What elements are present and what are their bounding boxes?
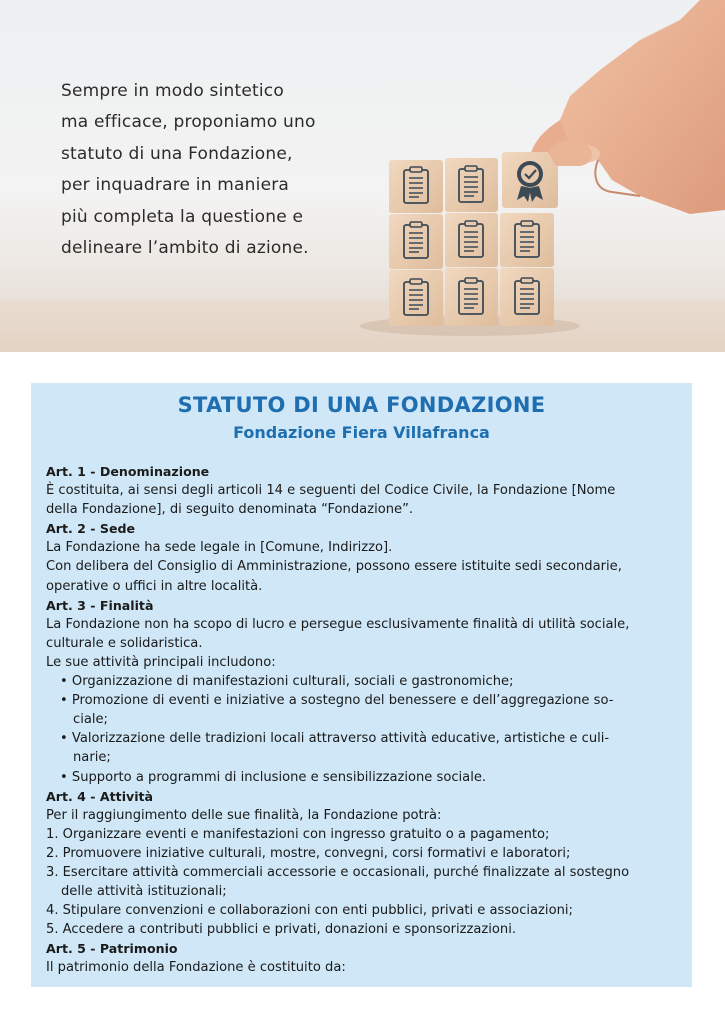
cube: [502, 152, 558, 208]
hero-line: Sempre in modo sintetico: [61, 81, 284, 101]
article-text: Il patrimonio della Fondazione è costituito da:: [46, 960, 346, 976]
hero-line: statuto di una Fondazione,: [61, 143, 293, 164]
cube: [500, 268, 554, 326]
card-subtitle: Fondazione Fiera Villafranca: [233, 423, 490, 442]
numbered-item: 1. Organizzare eventi e manifestazioni con ingresso gratuito o a pagamento;: [46, 826, 550, 842]
cube: [500, 213, 554, 267]
article-text: È costituita, ai sensi degli articoli 14 e seguenti del Codice Civile, la Fondazione [Nome: [46, 483, 616, 499]
statute-card: [31, 383, 692, 987]
cube: [445, 268, 498, 326]
article-text: della Fondazione], di seguito denominata “Fondazione”.: [46, 502, 414, 518]
wooden-cubes-illustration: [0, 0, 725, 352]
numbered-item: 4. Stipulare convenzioni e collaborazioni con enti pubblici, privati e associazioni;: [46, 903, 573, 919]
article-text: Per il raggiungimento delle sue finalità, la Fondazione potrà:: [46, 807, 442, 823]
cube: [445, 158, 498, 212]
bullet-item-continuation: ciale;: [73, 712, 108, 728]
article-text: La Fondazione ha sede legale in [Comune, Indirizzo].: [46, 540, 393, 556]
cube: [389, 214, 443, 269]
hand: [531, 0, 725, 214]
article-heading: Art. 3 - Finalità: [46, 597, 154, 613]
bullet-item: • Supporto a programmi di inclusione e sensibilizzazione sociale.: [60, 769, 487, 785]
hero-line: delineare l’ambito di azione.: [61, 238, 309, 259]
numbered-item: 3. Esercitare attività commerciali accessorie e occasionali, purché finalizzate al sostegno: [46, 864, 630, 880]
bullet-item: • Promozione di eventi e iniziative a sostegno del benessere e dell’aggregazione so-: [60, 693, 614, 709]
card-title: STATUTO DI UNA FONDAZIONE: [177, 393, 546, 417]
article-text: Con delibera del Consiglio di Amministrazione, possono essere istituite sedi secondarie,: [46, 559, 622, 575]
numbered-item: 5. Accedere a contributi pubblici e privati, donazioni e sponsorizzazioni.: [46, 922, 517, 938]
article-text: La Fondazione non ha scopo di lucro e persegue esclusivamente finalità di utilità sociale,: [46, 616, 630, 632]
numbered-item: 2. Promuovere iniziative culturali, mostre, convegni, corsi formativi e laboratori;: [46, 845, 571, 861]
article-heading: Art. 5 - Patrimonio: [46, 941, 178, 957]
article-text: culturale e solidaristica.: [46, 635, 203, 651]
cube: [445, 213, 498, 267]
statute-body: [46, 462, 682, 978]
hero-banner: [0, 0, 725, 352]
article-text: operative o uffici in altre località.: [46, 578, 263, 594]
bullet-item: • Valorizzazione delle tradizioni locali attraverso attività educative, artistiche e culi-: [60, 731, 610, 747]
bullet-item-continuation: narie;: [73, 750, 111, 766]
bullet-item: • Organizzazione di manifestazioni culturali, sociali e gastronomiche;: [60, 674, 514, 690]
cube: [389, 160, 443, 213]
article-heading: Art. 2 - Sede: [46, 521, 136, 537]
article-heading: Art. 1 - Denominazione: [46, 464, 210, 479]
article-heading: Art. 4 - Attività: [46, 788, 154, 804]
article-text: Le sue attività principali includono:: [46, 654, 276, 670]
hero-line: ma efficace, proponiamo uno: [61, 112, 316, 133]
hero-line: per inquadrare in maniera: [61, 175, 290, 196]
numbered-item-continuation: delle attività istituzionali;: [61, 884, 227, 900]
cube: [389, 270, 443, 326]
hero-line: più completa la questione e: [61, 206, 304, 227]
